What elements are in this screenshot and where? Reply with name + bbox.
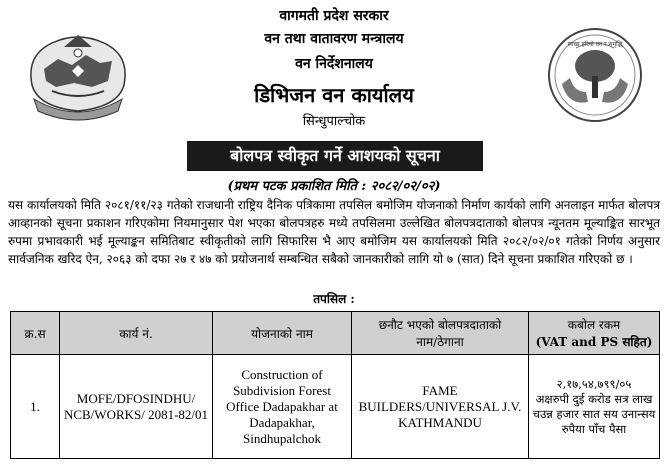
logo-right-text: स्वच्छ हरियो वन र समृद्धि [567, 41, 623, 48]
cell-work-no: MOFE/DFOSINDHU/ NCB/WORKS/ 2081-82/01 [60, 355, 213, 459]
header-office: डिभिजन वन कार्यालय [254, 83, 414, 107]
table-row [11, 355, 660, 459]
cell-amount-words: अक्षरुपी दुई करोड सत्र लाख चउन्न हजार सात सय उनान्सय रुपैया पाँच पैसा [532, 391, 656, 436]
header-bidder-line2: नाम/ठेगाना [416, 335, 464, 349]
cell-sn: 1. [11, 355, 60, 459]
forest-logo-icon [546, 26, 644, 124]
cell-bidder: FAME BUILDERS/UNIVERSAL J.V. KATHMANDU [352, 355, 529, 459]
table-header-row [11, 312, 660, 355]
header-bidder-line1: छनौट भएको बोलपत्रदाताको [378, 318, 502, 332]
header-work-no: कार्य नं. [60, 312, 213, 355]
publication-date: (प्रथम पटक प्रकाशित मिति : २०८२/०२/०२) [227, 179, 441, 194]
header-district: सिन्धुपाल्चोक [302, 114, 366, 129]
details-table [10, 311, 660, 459]
header-sn: क्र.स [11, 312, 60, 355]
cell-amount [529, 355, 660, 459]
cell-project: Construction of Subdivision Forest Office Dadapakhar at Dadapakhar, Sindhupalchok [213, 355, 352, 459]
header-ministry: वन तथा वातावरण मन्त्रालय [264, 31, 404, 47]
details-label: तपसिल : [313, 292, 355, 306]
header-directorate: वन निर्देशनालय [295, 56, 373, 72]
header-project: योजनाको नाम [213, 312, 352, 355]
nepal-emblem-icon [22, 25, 134, 123]
header-province: वागमती प्रदेश सरकार [279, 8, 389, 24]
notice-body: यस कार्यालयको मिति २०८१/११/२३ गतेको राजधानी राष्ट्रिय दैनिक पत्रिकामा तपसिल बमोजिम योजनाको निर्माण कार्यको लागि अनलाइन मार्फत बोलपत्र आव्हानको सूचना प्रकाशन गरिएकोमा नियमानुसार पेश भएका बोलपत्रहरु मध्ये तपसिलमा उल्लेखित बोलपत्रदाताको बोलपत्र न्यूनतम मूल्याङ्कित सारभूत रुपमा प्रभावकारी भई मूल्याङ्कन समितिबाट स्वीकृतीको लागि सिफारिस भै आए बमोजिम यस कार्यालयको मिति २०८२/०२/०१ गतेको निर्णय अनुसार सार्वजनिक खरिद ऐन, २०६३ को दफा २७ र ४७ को प्रयोजनार्थ सम्बन्धित सबैको जानकारीको लागि यो ७ (सात) दिने सूचना प्रकाशित गरिएको छ । [8, 198, 660, 266]
header-amount-line1: कबोल रकम [567, 318, 621, 332]
header-amount [529, 312, 660, 355]
notice-title: बोलपत्र स्वीकृत गर्ने आशयको सूचना [187, 141, 483, 171]
header-amount-line2: (VAT and PS सहित) [535, 335, 653, 349]
header-bidder [352, 312, 529, 355]
cell-amount-number: २,१७,५४,७९९/०५ [556, 376, 632, 391]
